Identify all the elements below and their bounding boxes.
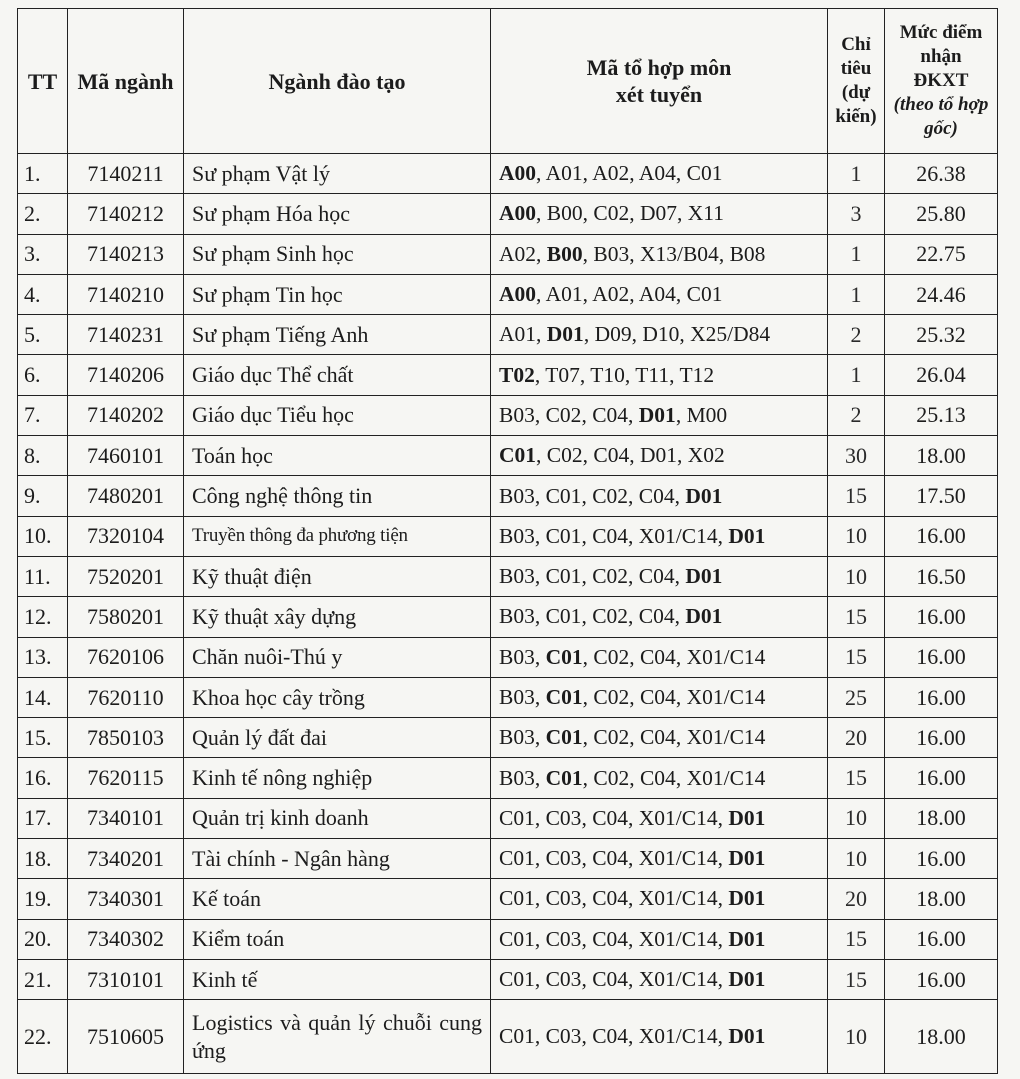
quota: 15 (828, 597, 885, 637)
min-score: 17.50 (885, 476, 998, 516)
combo-code: C04 (592, 402, 629, 427)
combo-code: C03 (545, 926, 582, 951)
combo-code: B03 (499, 483, 535, 508)
table-row (18, 234, 998, 274)
combo-code: X01/C14 (638, 1024, 718, 1049)
table-row (18, 556, 998, 596)
combo-code: C01 (499, 886, 535, 911)
row-number: 19. (18, 879, 68, 919)
combo-code: C04 (639, 644, 676, 669)
quota: 30 (828, 436, 885, 476)
min-score: 16.00 (885, 839, 998, 879)
combo-code: C02 (592, 564, 629, 589)
subject-combinations: C01, C03, C04, X01/C14, D01 (491, 919, 828, 959)
combo-code-primary: B00 (546, 241, 583, 266)
quota: 1 (828, 274, 885, 314)
table-row (18, 1000, 998, 1074)
major-name: Kế toán (184, 879, 491, 919)
combo-code-primary: A00 (499, 201, 537, 226)
quota: 15 (828, 758, 885, 798)
table-body (18, 154, 998, 1074)
combo-code: C03 (545, 805, 582, 830)
combo-code: A04 (638, 161, 676, 186)
row-number: 21. (18, 959, 68, 999)
row-number: 3. (18, 234, 68, 274)
major-name: Kinh tế nông nghiệp (184, 758, 491, 798)
min-score: 16.00 (885, 919, 998, 959)
subject-combinations: B03, C01, C02, C04, X01/C14 (491, 758, 828, 798)
combo-code: C01 (499, 1024, 535, 1049)
min-score: 16.00 (885, 516, 998, 556)
min-score: 18.00 (885, 436, 998, 476)
combo-code: T10 (590, 362, 625, 387)
subject-combinations: A00, B00, C02, D07, X11 (491, 194, 828, 234)
combo-code-primary: C01 (545, 685, 583, 709)
major-code: 7460101 (68, 436, 184, 476)
min-score: 22.75 (885, 234, 998, 274)
combo-code: A01 (545, 161, 583, 186)
major-code: 7620115 (68, 758, 184, 798)
major-code: 7140212 (68, 194, 184, 234)
row-number: 8. (18, 436, 68, 476)
combo-code: X01/C14 (638, 805, 718, 830)
combo-code: C02 (592, 483, 629, 508)
combo-code: X01/C14 (638, 523, 718, 548)
major-code: 7480201 (68, 476, 184, 516)
header-score-note: (theo tổ hợp gốc) (893, 94, 989, 139)
major-name: Truyền thông đa phương tiện (184, 516, 491, 556)
combo-code: C01 (545, 483, 582, 508)
major-name: Sư phạm Tiếng Anh (184, 315, 491, 355)
combo-code: C01 (545, 523, 582, 548)
table-row (18, 879, 998, 919)
min-score: 25.80 (885, 194, 998, 234)
min-score: 26.04 (885, 355, 998, 395)
major-code: 7340201 (68, 839, 184, 879)
major-code: 7310101 (68, 959, 184, 999)
combo-code: X01/C14 (638, 846, 718, 871)
subject-combinations: B03, C01, C04, X01/C14, D01 (491, 516, 828, 556)
combo-code: C03 (545, 886, 582, 911)
header-name: Ngành đào tạo (184, 9, 491, 154)
min-score: 16.00 (885, 637, 998, 677)
min-score: 16.00 (885, 959, 998, 999)
subject-combinations: C01, C03, C04, X01/C14, D01 (491, 839, 828, 879)
combo-code: C04 (638, 564, 675, 589)
combo-code: D07 (639, 201, 677, 226)
combo-code: C01 (686, 161, 723, 186)
min-score: 26.38 (885, 154, 998, 194)
quota: 20 (828, 718, 885, 758)
row-number: 2. (18, 194, 68, 234)
combo-code-primary: D01 (728, 805, 766, 830)
combo-code-primary: D01 (638, 402, 676, 427)
combo-code: C01 (545, 604, 582, 629)
subject-combinations: B03, C02, C04, D01, M00 (491, 395, 828, 435)
combo-code: T12 (679, 362, 715, 387)
combo-code: C01 (499, 926, 535, 951)
subject-combinations: C01, C02, C04, D01, X02 (491, 436, 828, 476)
combo-code: C02 (593, 765, 630, 790)
combo-code: C01 (499, 805, 535, 830)
quota: 2 (828, 315, 885, 355)
combo-code: B03 (593, 241, 630, 266)
major-name: Chăn nuôi-Thú y (184, 637, 491, 677)
combo-code: A04 (638, 282, 676, 307)
quota: 10 (828, 839, 885, 879)
header-combo (491, 9, 828, 154)
combo-code-primary: T02 (499, 362, 535, 387)
subject-combinations: B03, C01, C02, C04, X01/C14 (491, 677, 828, 717)
table-row (18, 436, 998, 476)
combo-code: X11 (687, 201, 724, 226)
combo-code-primary: D01 (685, 564, 723, 589)
min-score: 16.00 (885, 597, 998, 637)
subject-combinations: A01, D01, D09, D10, X25/D84 (491, 315, 828, 355)
quota: 15 (828, 476, 885, 516)
table-row (18, 355, 998, 395)
subject-combinations: A00, A01, A02, A04, C01 (491, 154, 828, 194)
quota: 1 (828, 154, 885, 194)
combo-code: C02 (593, 725, 630, 750)
major-name: Quản trị kinh doanh (184, 798, 491, 838)
combo-code: B03 (499, 725, 535, 750)
combo-code: C04 (639, 725, 676, 750)
table-row (18, 516, 998, 556)
row-number: 4. (18, 274, 68, 314)
table-row (18, 597, 998, 637)
row-number: 17. (18, 798, 68, 838)
major-code: 7580201 (68, 597, 184, 637)
combo-code: T11 (635, 362, 670, 387)
combo-code: X01/C14 (686, 644, 766, 669)
min-score: 16.50 (885, 556, 998, 596)
header-tt: TT (18, 9, 68, 154)
quota: 10 (828, 556, 885, 596)
subject-combinations: B03, C01, C02, C04, X01/C14 (491, 637, 828, 677)
combo-code-primary: D01 (728, 926, 766, 951)
combo-code: B00 (546, 201, 583, 226)
combo-code: C02 (593, 685, 630, 709)
combo-code: A02 (592, 282, 630, 307)
combo-code: C04 (592, 1024, 629, 1049)
major-code: 7140213 (68, 234, 184, 274)
row-number: 10. (18, 516, 68, 556)
major-code: 7140210 (68, 274, 184, 314)
combo-code-primary: D01 (546, 322, 584, 347)
row-number: 14. (18, 677, 68, 717)
combo-code: B03 (499, 523, 535, 548)
major-name: Khoa học cây trồng (184, 677, 491, 717)
quota: 1 (828, 234, 885, 274)
major-name: Sư phạm Vật lý (184, 154, 491, 194)
table-row (18, 758, 998, 798)
major-name: Công nghệ thông tin (184, 476, 491, 516)
subject-combinations: T02, T07, T10, T11, T12 (491, 355, 828, 395)
header-code: Mã ngành (68, 9, 184, 154)
table-row (18, 959, 998, 999)
combo-code: X01/C14 (686, 685, 766, 709)
table-row (18, 919, 998, 959)
min-score: 16.00 (885, 677, 998, 717)
combo-code: X01/C14 (638, 967, 718, 992)
combo-code: C04 (639, 685, 676, 709)
combo-code: A02 (592, 161, 630, 186)
row-number: 9. (18, 476, 68, 516)
subject-combinations: C01, C03, C04, X01/C14, D01 (491, 798, 828, 838)
subject-combinations: A00, A01, A02, A04, C01 (491, 274, 828, 314)
major-name: Kiểm toán (184, 919, 491, 959)
table-row (18, 718, 998, 758)
combo-code: C03 (545, 1024, 582, 1049)
header-quota: Chỉ tiêu (dự kiến) (828, 9, 885, 154)
combo-code: D01 (639, 443, 677, 468)
combo-code: B08 (729, 241, 766, 266)
combo-code: C04 (592, 967, 629, 992)
table-row (18, 274, 998, 314)
header-combo-label: Mã tổ hợp môn xét tuyển (586, 55, 732, 107)
combo-code-primary: D01 (728, 846, 766, 871)
combo-code: C04 (639, 765, 676, 790)
quota: 1 (828, 355, 885, 395)
table-row (18, 677, 998, 717)
combo-code-primary: C01 (545, 644, 583, 669)
subject-combinations: C01, C03, C04, X01/C14, D01 (491, 959, 828, 999)
major-code: 7510605 (68, 1000, 184, 1074)
admission-table (17, 8, 998, 1074)
row-number: 5. (18, 315, 68, 355)
combo-code: C04 (592, 523, 629, 548)
major-code: 7620106 (68, 637, 184, 677)
combo-code-primary: D01 (685, 604, 723, 629)
major-code: 7520201 (68, 556, 184, 596)
major-name: Kinh tế (184, 959, 491, 999)
major-name: Logistics và quản lý chuỗi cung ứng (184, 1000, 491, 1074)
header-score (885, 9, 998, 154)
combo-code-primary: D01 (728, 523, 766, 548)
major-name: Quản lý đất đai (184, 718, 491, 758)
major-name: Kỹ thuật điện (184, 556, 491, 596)
major-code: 7140211 (68, 154, 184, 194)
combo-code: X25/D84 (690, 322, 771, 347)
major-name: Sư phạm Hóa học (184, 194, 491, 234)
combo-code: X13/B04 (639, 241, 719, 266)
combo-code: T07 (545, 362, 580, 387)
row-number: 22. (18, 1000, 68, 1074)
combo-code: X01/C14 (686, 765, 766, 790)
table-row (18, 798, 998, 838)
combo-code: C03 (545, 846, 582, 871)
subject-combinations: B03, C01, C02, C04, D01 (491, 476, 828, 516)
row-number: 20. (18, 919, 68, 959)
combo-code-primary: A00 (499, 282, 537, 307)
table-row (18, 154, 998, 194)
row-number: 18. (18, 839, 68, 879)
combo-code-primary: D01 (728, 886, 766, 911)
major-code: 7140206 (68, 355, 184, 395)
major-code: 7620110 (68, 677, 184, 717)
table-header-row (18, 9, 998, 154)
combo-code: A01 (499, 322, 537, 347)
table-row (18, 194, 998, 234)
table-row (18, 315, 998, 355)
major-name: Tài chính - Ngân hàng (184, 839, 491, 879)
quota: 10 (828, 1000, 885, 1074)
table-row (18, 839, 998, 879)
row-number: 11. (18, 556, 68, 596)
table-row (18, 395, 998, 435)
combo-code: C04 (592, 805, 629, 830)
quota: 20 (828, 879, 885, 919)
major-code: 7340301 (68, 879, 184, 919)
subject-combinations: A02, B00, B03, X13/B04, B08 (491, 234, 828, 274)
row-number: 6. (18, 355, 68, 395)
quota: 15 (828, 919, 885, 959)
combo-code: C02 (546, 443, 583, 468)
subject-combinations: B03, C01, C02, C04, D01 (491, 597, 828, 637)
major-name: Sư phạm Tin học (184, 274, 491, 314)
header-score-main: Mức điểm nhận ĐKXT (899, 22, 983, 91)
major-name: Giáo dục Thể chất (184, 355, 491, 395)
major-code: 7140202 (68, 395, 184, 435)
combo-code: C01 (686, 282, 723, 307)
major-code: 7140231 (68, 315, 184, 355)
combo-code: C01 (545, 564, 582, 589)
min-score: 18.00 (885, 798, 998, 838)
combo-code-primary: C01 (499, 443, 537, 468)
min-score: 25.32 (885, 315, 998, 355)
quota: 15 (828, 637, 885, 677)
combo-code: B03 (499, 685, 535, 709)
min-score: 18.00 (885, 1000, 998, 1074)
combo-code: C02 (593, 644, 630, 669)
combo-code: C04 (638, 483, 675, 508)
row-number: 7. (18, 395, 68, 435)
combo-code: M00 (686, 402, 728, 427)
combo-code: C04 (593, 443, 630, 468)
major-code: 7320104 (68, 516, 184, 556)
row-number: 13. (18, 637, 68, 677)
subject-combinations: B03, C01, C02, C04, D01 (491, 556, 828, 596)
min-score: 25.13 (885, 395, 998, 435)
row-number: 1. (18, 154, 68, 194)
combo-code: B03 (499, 402, 535, 427)
combo-code: D09 (594, 322, 632, 347)
combo-code: C04 (592, 926, 629, 951)
combo-code: C04 (592, 846, 629, 871)
major-code: 7340302 (68, 919, 184, 959)
combo-code-primary: D01 (728, 967, 766, 992)
subject-combinations: B03, C01, C02, C04, X01/C14 (491, 718, 828, 758)
combo-code: X01/C14 (638, 886, 718, 911)
major-code: 7850103 (68, 718, 184, 758)
quota: 10 (828, 516, 885, 556)
major-name: Giáo dục Tiểu học (184, 395, 491, 435)
quota: 10 (828, 798, 885, 838)
combo-code: C02 (593, 201, 630, 226)
major-name: Sư phạm Sinh học (184, 234, 491, 274)
combo-code: X01/C14 (638, 926, 718, 951)
combo-code: C02 (592, 604, 629, 629)
row-number: 12. (18, 597, 68, 637)
min-score: 16.00 (885, 718, 998, 758)
combo-code-primary: C01 (545, 725, 583, 750)
combo-code: C04 (592, 886, 629, 911)
combo-code: B03 (499, 644, 535, 669)
row-number: 16. (18, 758, 68, 798)
major-name: Toán học (184, 436, 491, 476)
combo-code: A02 (499, 241, 537, 266)
quota: 3 (828, 194, 885, 234)
combo-code: B03 (499, 765, 535, 790)
combo-code: C02 (545, 402, 582, 427)
subject-combinations: C01, C03, C04, X01/C14, D01 (491, 1000, 828, 1074)
major-name: Kỹ thuật xây dựng (184, 597, 491, 637)
table-row (18, 637, 998, 677)
combo-code-primary: D01 (685, 483, 723, 508)
combo-code: B03 (499, 604, 535, 629)
combo-code: X02 (687, 443, 725, 468)
combo-code-primary: C01 (545, 765, 583, 790)
min-score: 16.00 (885, 758, 998, 798)
min-score: 18.00 (885, 879, 998, 919)
major-code: 7340101 (68, 798, 184, 838)
combo-code: B03 (499, 564, 535, 589)
combo-code: D10 (642, 322, 680, 347)
combo-code-primary: D01 (728, 1024, 766, 1049)
combo-code: X01/C14 (686, 725, 766, 750)
combo-code: C01 (499, 967, 535, 992)
combo-code: A01 (545, 282, 583, 307)
quota: 15 (828, 959, 885, 999)
subject-combinations: C01, C03, C04, X01/C14, D01 (491, 879, 828, 919)
quota: 2 (828, 395, 885, 435)
min-score: 24.46 (885, 274, 998, 314)
combo-code: C01 (499, 846, 535, 871)
quota: 25 (828, 677, 885, 717)
combo-code-primary: A00 (499, 161, 537, 186)
row-number: 15. (18, 718, 68, 758)
combo-code: C04 (638, 604, 675, 629)
table-row (18, 476, 998, 516)
combo-code: C03 (545, 967, 582, 992)
